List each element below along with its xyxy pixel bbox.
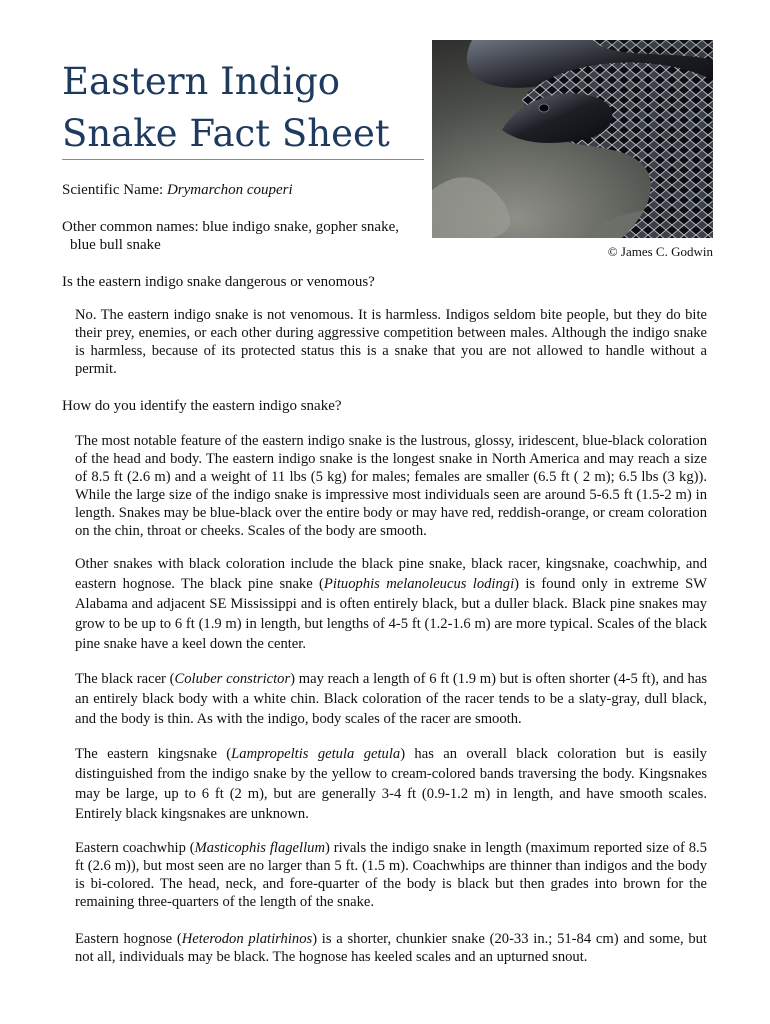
- title-line-1: Eastern Indigo: [62, 60, 341, 103]
- coachwhip-text-2: ) rivals the indigo snake in length (maximum reported size of 8.5 ft (2.6 m)), but most seen are no larger than 5 ft. (1.5 m). Coachwhips are thinner than indigos and the body is bi-colored. The head, neck, and fore-quarter of the body is black but then grades into brown for the remaining three-quarters of the length of the snake.: [75, 840, 707, 910]
- other-snakes-text-1: Other snakes with black coloration include the black pine snake, black racer, kingsnake, coachwhip, and eastern hognose. The black pine snake (: [75, 556, 707, 592]
- coachwhip-text-1: Eastern coachwhip (: [75, 840, 195, 856]
- photo-credit: © James C. Godwin: [607, 244, 713, 259]
- paragraph-hognose: [75, 930, 707, 966]
- paragraph-coachwhip: [75, 839, 707, 911]
- racer-text-2: ) may reach a length of 6 ft (1.9 m) but is often shorter (4-5 ft), and has an entirely black body with a white chin. Black coloration of the racer tends to be a slaty-gray, dull black, and the body is thin. As with the indigo, body scales of the racer are smooth.: [75, 671, 707, 727]
- paragraph-black-racer: [75, 669, 707, 729]
- common-names-line-2: blue bull snake: [70, 237, 161, 253]
- hognose-text-1: Eastern hognose (: [75, 931, 182, 947]
- answer-identify: The most notable feature of the eastern indigo snake is the lustrous, glossy, iridescent, blue-black coloration of the head and body. The eastern indigo snake is the longest snake in North America and may reach a size of 8.5 ft (2.6 m) and a weight of 11 lbs (5 kg) for males; females are smaller (6.5 ft ( 2 m); 6.5 lbs (3 kg)). While the large size of the indigo snake is impressive most individuals seen are around 5-6.5 ft (1.5-2 m) in length. Snakes may be blue-black over the entire body or may have red, reddish-orange, or cream coloration on the chin, throat or cheeks. Scales of the body are smooth.: [75, 433, 707, 539]
- hognose-scientific-name: Heterodon platirhinos: [181, 931, 313, 947]
- pine-snake-scientific-name: Pituophis melanoleucus lodingi: [323, 576, 515, 592]
- scientific-name-label: Scientific Name:: [62, 182, 167, 198]
- kingsnake-scientific-name: Lampropeltis getula getula: [231, 746, 401, 762]
- paragraph-other-snakes: [75, 554, 707, 654]
- page-title: [62, 56, 390, 160]
- title-divider: [62, 159, 424, 160]
- answer-dangerous: No. The eastern indigo snake is not venomous. It is harmless. Indigos seldom bite people, but they do bite their prey, enemies, or each other during aggressive competition between males. Although the indigo snake is harmless, because of its protected status this is a snake that you are not allowed to handle without a permit.: [75, 307, 707, 377]
- kingsnake-text-2: ) has an overall black coloration but is easily distinguished from the indigo snake by the yellow to cream-colored bands traversing the body. Kingsnakes may be large, up to 6 ft (2 m), but are generally 3-4 ft (0.9-1.2 m) in length, and have smooth scales. Entirely black kingsnakes are unknown.: [75, 746, 707, 822]
- racer-scientific-name: Coluber constrictor: [174, 671, 291, 687]
- hognose-text-2: ) is a shorter, chunkier snake (20-33 in.; 51-84 cm) and some, but not all, individuals may be black. The hognose has keeled scales and an upturned snout.: [75, 931, 707, 965]
- common-names-line-1: Other common names: blue indigo snake, gopher snake,: [62, 219, 400, 235]
- racer-text-1: The black racer (: [75, 671, 175, 687]
- scientific-name: [62, 181, 293, 199]
- title-line-2: Snake Fact Sheet: [62, 112, 390, 155]
- other-snakes-text-2: ) is found only in extreme SW Alabama and adjacent SE Mississippi and is often entirely black, but a duller black. Black pine snakes may grow to be up to 6 ft (1.9 m) in length, but lengths of 4-5 ft (1.2-1.6 m) are more typical. Scales of the black pine snake have a keel down the center.: [75, 576, 708, 652]
- question-identify: How do you identify the eastern indigo snake?: [62, 398, 342, 414]
- kingsnake-text-1: The eastern kingsnake (: [75, 746, 232, 762]
- question-dangerous: Is the eastern indigo snake dangerous or venomous?: [62, 274, 375, 290]
- coachwhip-scientific-name: Masticophis flagellum: [194, 840, 325, 856]
- scientific-name-value: Drymarchon couperi: [166, 182, 293, 198]
- snake-photo-image: [432, 40, 713, 238]
- paragraph-kingsnake: [75, 744, 707, 824]
- snake-photo: [432, 40, 713, 238]
